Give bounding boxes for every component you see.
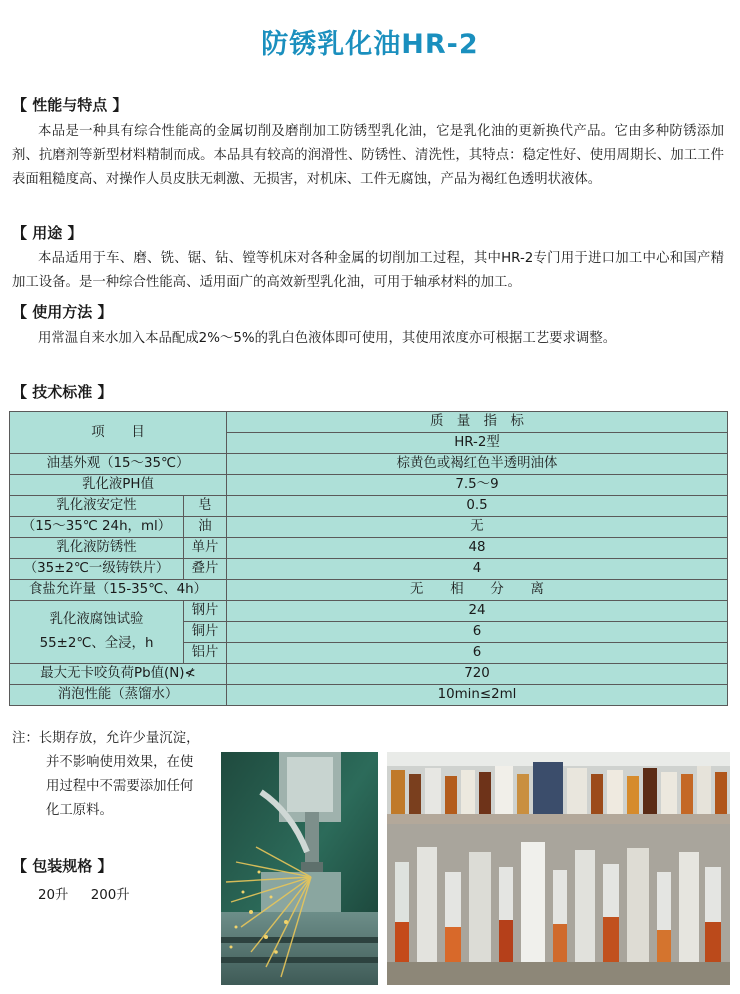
row-label: （15～35℃ 24h，ml） (10, 517, 184, 538)
header-item: 项 目 (10, 412, 227, 454)
row-value: 无 相 分 离 (227, 580, 728, 601)
row-label: 最大无卡咬负荷Pb值(N)≮ (10, 664, 227, 685)
table-row (10, 538, 728, 559)
header-quality: 质 量 指 标 (227, 412, 728, 433)
note-line: 注：长期存放，允许少量沉淀， (12, 731, 200, 746)
lab-samples-photo (387, 752, 730, 985)
machining-photo (221, 752, 378, 985)
row-sublabel: 钢片 (184, 601, 227, 622)
row-value: 6 (227, 622, 728, 643)
table-row (10, 475, 728, 496)
spec-table (9, 411, 728, 706)
row-label: 油基外观（15～35℃） (10, 454, 227, 475)
packaging-size: 200升 (90, 888, 130, 903)
note-line: 用过程中不需要添加任何 (46, 779, 194, 794)
row-label: 55±2℃、全浸，h (39, 636, 154, 651)
storage-note (12, 727, 217, 823)
table-row (10, 412, 728, 433)
row-label: （35±2℃一级铸铁片） (10, 559, 184, 580)
usage-text: 本品适用于车、磨、铣、锯、钻、镗等机床对各种金属的切削加工过程，其中HR-2专门用于进口加工中心和国产精加工设备。是一种综合性能高、适用面广的高效新型乳化油，可用于轴承材料的加工。 (12, 251, 724, 290)
row-sublabel: 皂 (184, 496, 227, 517)
row-value: 0.5 (227, 496, 728, 517)
row-value: 4 (227, 559, 728, 580)
row-label: 乳化液PH值 (10, 475, 227, 496)
packaging-heading: 【 包装规格 】 (12, 857, 113, 875)
table-row (10, 664, 728, 685)
table-row (10, 559, 728, 580)
row-value: 48 (227, 538, 728, 559)
row-value: 24 (227, 601, 728, 622)
row-label: 消泡性能（蒸馏水） (10, 685, 227, 706)
header-model: HR-2型 (227, 433, 728, 454)
row-value: 棕黄色或褐红色半透明油体 (227, 454, 728, 475)
tech-heading: 【 技术标准 】 (12, 383, 113, 401)
table-row (10, 454, 728, 475)
row-value: 6 (227, 643, 728, 664)
row-label-group (10, 601, 184, 664)
packaging-sizes (38, 884, 148, 903)
row-label: 食盐允许量（15-35℃、4h） (10, 580, 227, 601)
row-value: 7.5～9 (227, 475, 728, 496)
features-text: 本品是一种具有综合性能高的金属切削及磨削加工防锈型乳化油，它是乳化油的更新换代产品。它由多种防锈添加剂、抗磨剂等新型材料精制而成。本品具有较高的润滑性、防锈性、清洗性，其特点：稳定性好、使用周期长、加工工件表面粗糙度高、对操作人员皮肤无刺激、无损害，对机床、工件无腐蚀，产品为褐红色透明状液体。 (12, 124, 724, 187)
row-label: 乳化液腐蚀试验 (49, 612, 144, 627)
row-value: 10min≤2ml (227, 685, 728, 706)
row-sublabel: 铝片 (184, 643, 227, 664)
page-title: 防锈乳化油HR-2 (261, 29, 479, 60)
row-sublabel: 单片 (184, 538, 227, 559)
table-row (10, 580, 728, 601)
row-label: 乳化液安定性 (10, 496, 184, 517)
table-row (10, 517, 728, 538)
row-value: 无 (227, 517, 728, 538)
method-text: 用常温自来水加入本品配成2%～5%的乳白色液体即可使用，其使用浓度亦可根据工艺要求调整。 (38, 331, 617, 346)
row-sublabel: 油 (184, 517, 227, 538)
packaging-size: 20升 (38, 888, 69, 903)
usage-heading: 【 用途 】 (12, 224, 83, 242)
row-sublabel: 铜片 (184, 622, 227, 643)
row-sublabel: 叠片 (184, 559, 227, 580)
row-label: 乳化液防锈性 (10, 538, 184, 559)
table-row (10, 496, 728, 517)
row-value: 720 (227, 664, 728, 685)
note-line: 化工原料。 (46, 803, 113, 818)
table-row (10, 685, 728, 706)
note-line: 并不影响使用效果，在使 (46, 755, 194, 770)
method-heading: 【 使用方法 】 (12, 303, 113, 321)
features-heading: 【 性能与特点 】 (12, 96, 128, 114)
table-row (10, 601, 728, 622)
